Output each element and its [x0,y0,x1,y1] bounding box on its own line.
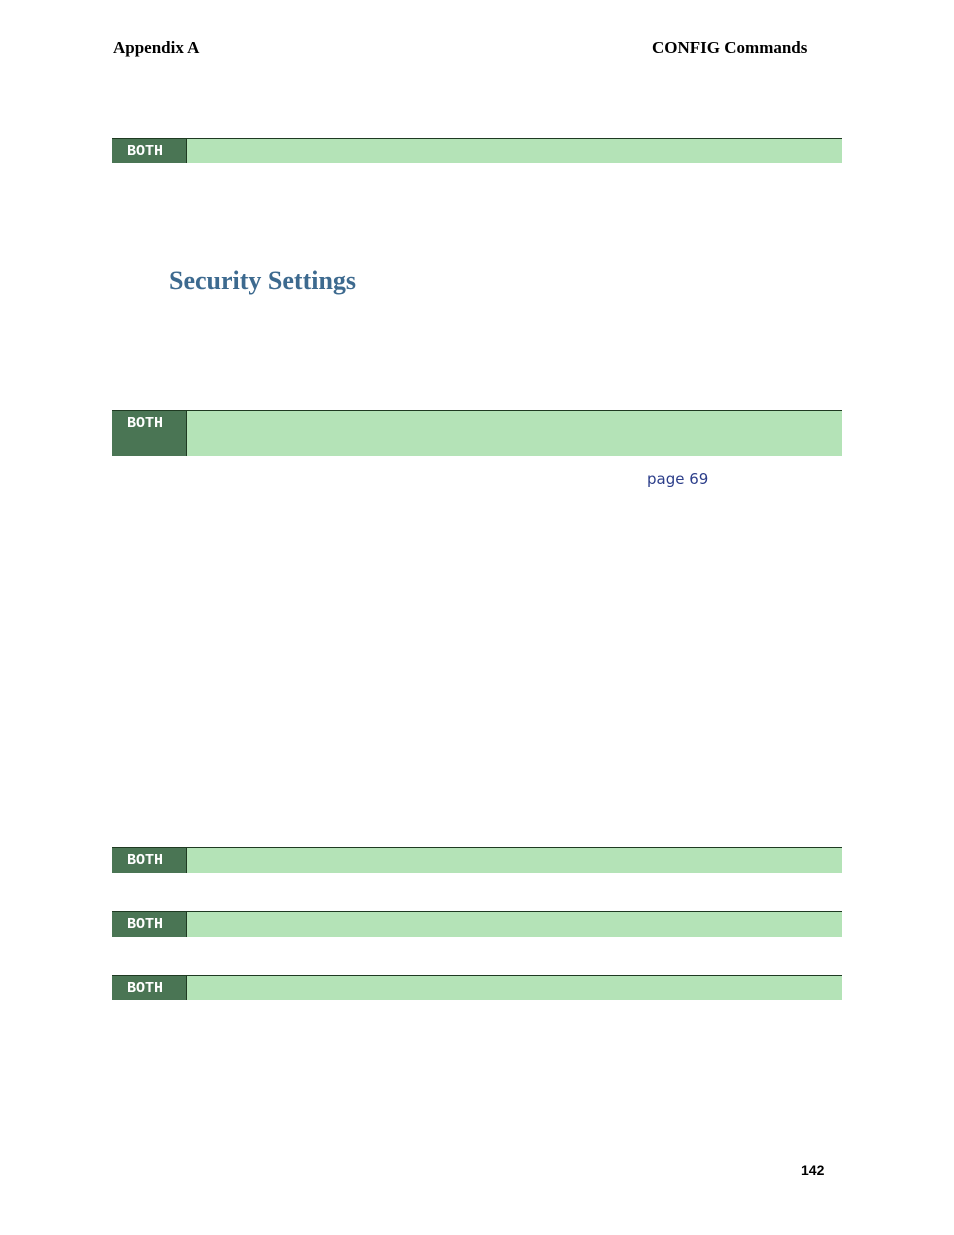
page-header-right: CONFIG Commands [652,38,808,57]
command-bar [112,975,842,1000]
command-scope-tag: BOTH [112,411,187,456]
command-bar [112,138,842,163]
command-bar [112,410,842,456]
command-bar [112,911,842,937]
command-bar [112,847,842,873]
page-number: 142 [801,1162,825,1178]
section-title: Security Settings [169,266,357,295]
page-reference-link[interactable]: page 69 [647,470,709,488]
command-scope-tag: BOTH [112,848,187,873]
command-scope-tag: BOTH [112,976,187,1000]
page-header-left: Appendix A [113,38,200,57]
command-scope-tag: BOTH [112,912,187,937]
command-scope-tag: BOTH [112,139,187,163]
